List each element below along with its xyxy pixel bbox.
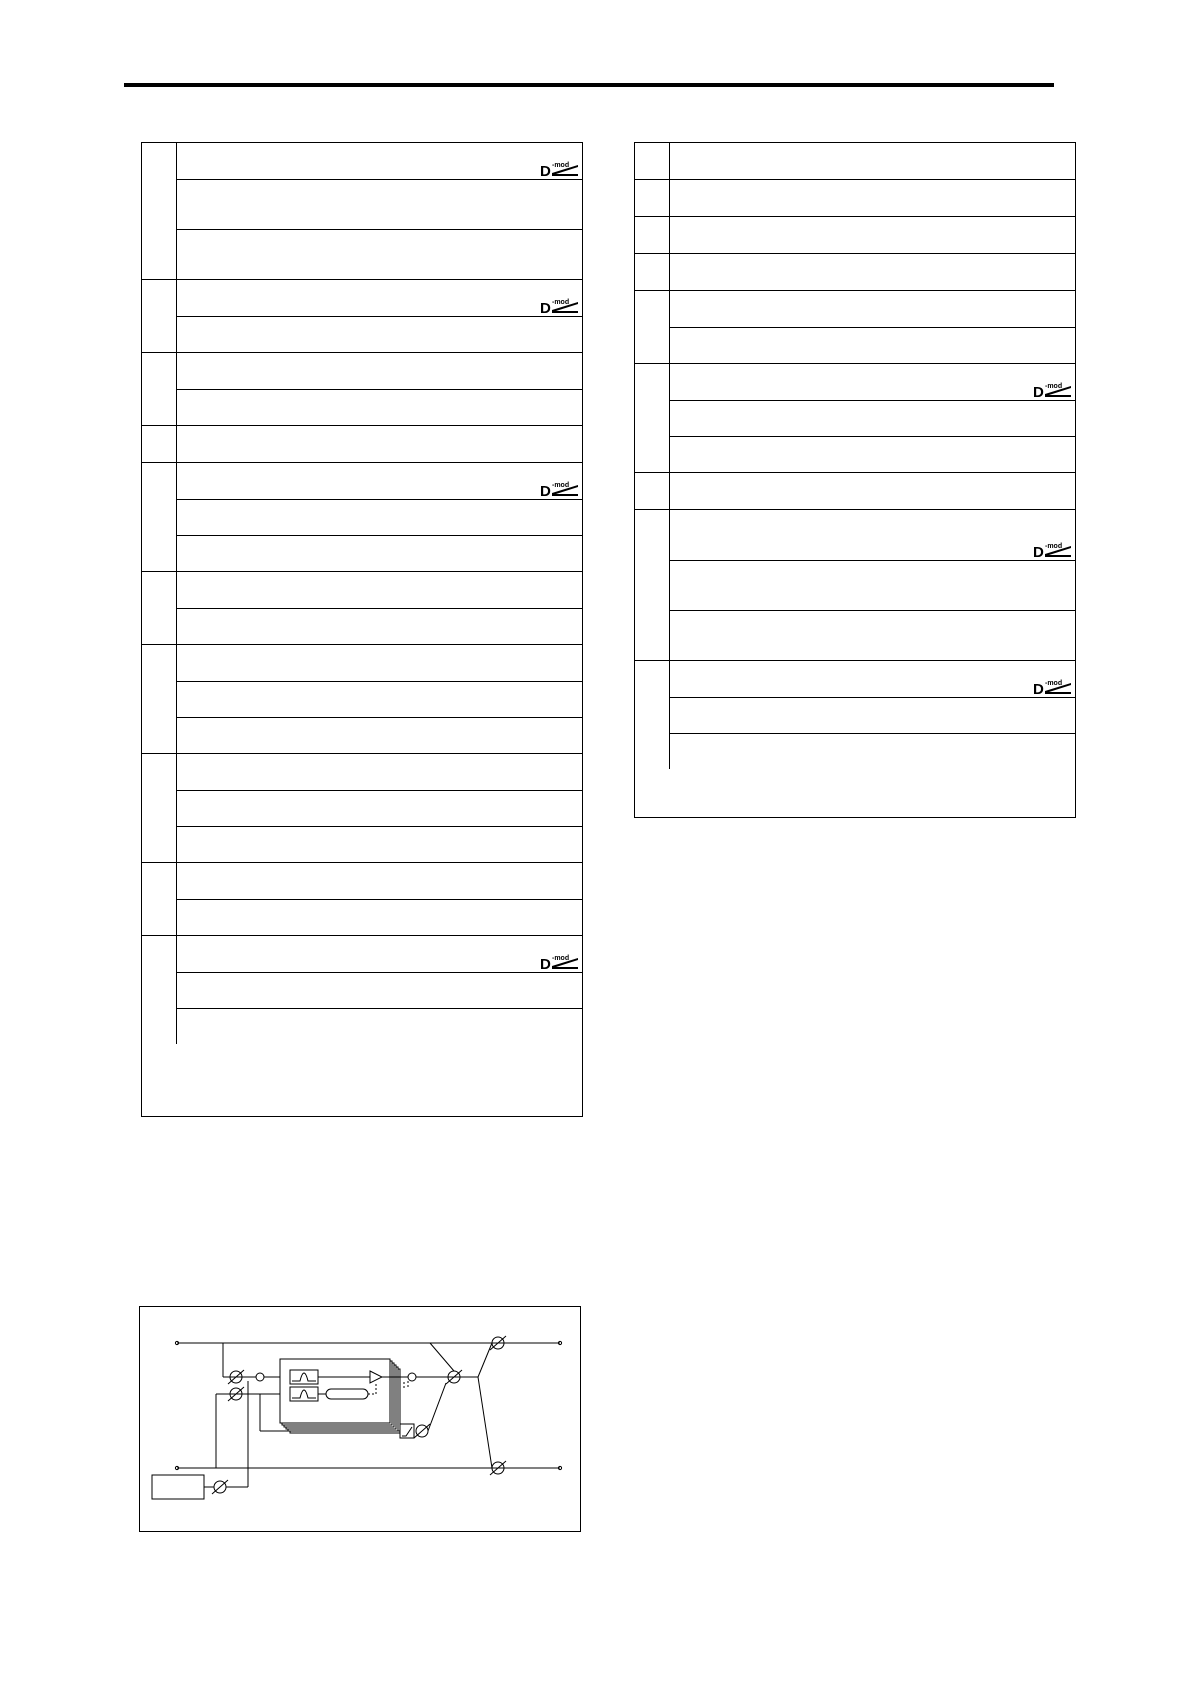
parameter-number-cell (635, 217, 670, 253)
parameter-table-right (634, 142, 1076, 818)
parameter-row (177, 280, 582, 316)
signal-flow-svg (140, 1307, 580, 1531)
parameter-row (670, 436, 1075, 472)
parameter-row (177, 717, 582, 753)
d-mod-icon (1033, 679, 1073, 695)
parameter-row (177, 645, 582, 681)
parameter-number-cell (142, 863, 177, 935)
parameter-group (142, 935, 582, 1044)
parameter-group (142, 352, 582, 425)
parameter-number-cell (142, 572, 177, 644)
parameter-row (670, 254, 1075, 290)
parameter-number-cell (142, 426, 177, 462)
parameter-number-cell (635, 364, 670, 472)
parameter-number-cell (142, 353, 177, 425)
svg-text:-mod: -mod (552, 955, 570, 962)
parameter-group (635, 143, 1075, 179)
svg-text:-mod: -mod (552, 299, 570, 306)
parameter-group (635, 179, 1075, 216)
parameter-row (177, 463, 582, 499)
parameter-group (142, 143, 582, 279)
svg-text:-mod: -mod (1045, 383, 1063, 390)
parameter-group (142, 753, 582, 862)
d-mod-icon (540, 298, 580, 314)
parameter-row (177, 179, 582, 229)
parameter-group (142, 279, 582, 352)
parameter-number-cell (635, 291, 670, 363)
parameter-group (635, 660, 1075, 769)
d-mod-icon (540, 954, 580, 970)
parameter-row (670, 143, 1075, 179)
parameter-row (670, 291, 1075, 327)
svg-text:D: D (540, 483, 551, 497)
parameter-row (670, 510, 1075, 560)
parameter-row (670, 560, 1075, 610)
parameter-row (670, 400, 1075, 436)
parameter-row (177, 863, 582, 899)
d-mod-icon (540, 481, 580, 497)
signal-flow-diagram (139, 1306, 581, 1532)
sum-node-icon (408, 1373, 416, 1381)
svg-text:D: D (1033, 384, 1044, 398)
parameter-row (177, 229, 582, 279)
parameter-row (670, 327, 1075, 363)
parameter-row (177, 499, 582, 535)
parameter-row (670, 733, 1075, 769)
parameter-row (177, 972, 582, 1008)
parameter-number-cell (142, 143, 177, 279)
svg-text:D: D (1033, 681, 1044, 695)
parameter-row (670, 697, 1075, 733)
parameter-group (635, 472, 1075, 509)
parameter-number-cell (142, 936, 177, 1044)
parameter-group (635, 363, 1075, 472)
parameter-group (635, 509, 1075, 660)
header-rule (124, 83, 1054, 87)
parameter-row (177, 389, 582, 425)
sum-node-icon (256, 1373, 264, 1381)
parameter-row (177, 936, 582, 972)
parameter-number-cell (635, 473, 670, 509)
parameter-row (177, 143, 582, 179)
parameter-row (177, 681, 582, 717)
parameter-number-cell (142, 645, 177, 753)
d-mod-icon (1033, 542, 1073, 558)
parameter-row (670, 217, 1075, 253)
parameter-row (177, 899, 582, 935)
parameter-row (177, 608, 582, 644)
parameter-group (142, 644, 582, 753)
parameter-number-cell (635, 180, 670, 216)
parameter-group (635, 290, 1075, 363)
svg-text:D: D (540, 956, 551, 970)
parameter-row (670, 180, 1075, 216)
parameter-row (177, 754, 582, 790)
vcf-block-icon (290, 1370, 318, 1384)
parameter-number-cell (635, 510, 670, 660)
svg-text:D: D (540, 163, 551, 177)
parameter-number-cell (142, 754, 177, 862)
parameter-group (142, 862, 582, 935)
svg-text:-mod: -mod (1045, 543, 1063, 550)
parameter-row (670, 661, 1075, 697)
parameter-number-cell (635, 254, 670, 290)
parameter-group (142, 571, 582, 644)
parameter-row (177, 1008, 582, 1044)
svg-text:-mod: -mod (552, 162, 570, 169)
parameter-row (177, 316, 582, 352)
d-mod-icon (540, 161, 580, 177)
svg-text:-mod: -mod (1045, 680, 1063, 687)
parameter-number-cell (635, 143, 670, 179)
parameter-row (670, 364, 1075, 400)
svg-text:D: D (540, 300, 551, 314)
parameter-row (177, 535, 582, 571)
vcf-block-icon (290, 1387, 318, 1401)
parameter-row (177, 353, 582, 389)
parameter-row (670, 473, 1075, 509)
parameter-number-cell (635, 661, 670, 769)
parameter-row (177, 826, 582, 862)
parameter-group (142, 425, 582, 462)
d-mod-icon (1033, 382, 1073, 398)
parameter-row (670, 610, 1075, 660)
lfo-block (152, 1475, 204, 1499)
parameter-number-cell (142, 463, 177, 571)
svg-text:D: D (1033, 544, 1044, 558)
parameter-group (142, 462, 582, 571)
parameter-table-left (141, 142, 583, 1117)
parameter-group (635, 253, 1075, 290)
parameter-number-cell (142, 280, 177, 352)
svg-text:-mod: -mod (552, 482, 570, 489)
parameter-row (177, 790, 582, 826)
parameter-row (177, 426, 582, 462)
parameter-row (177, 572, 582, 608)
parameter-group (635, 216, 1075, 253)
